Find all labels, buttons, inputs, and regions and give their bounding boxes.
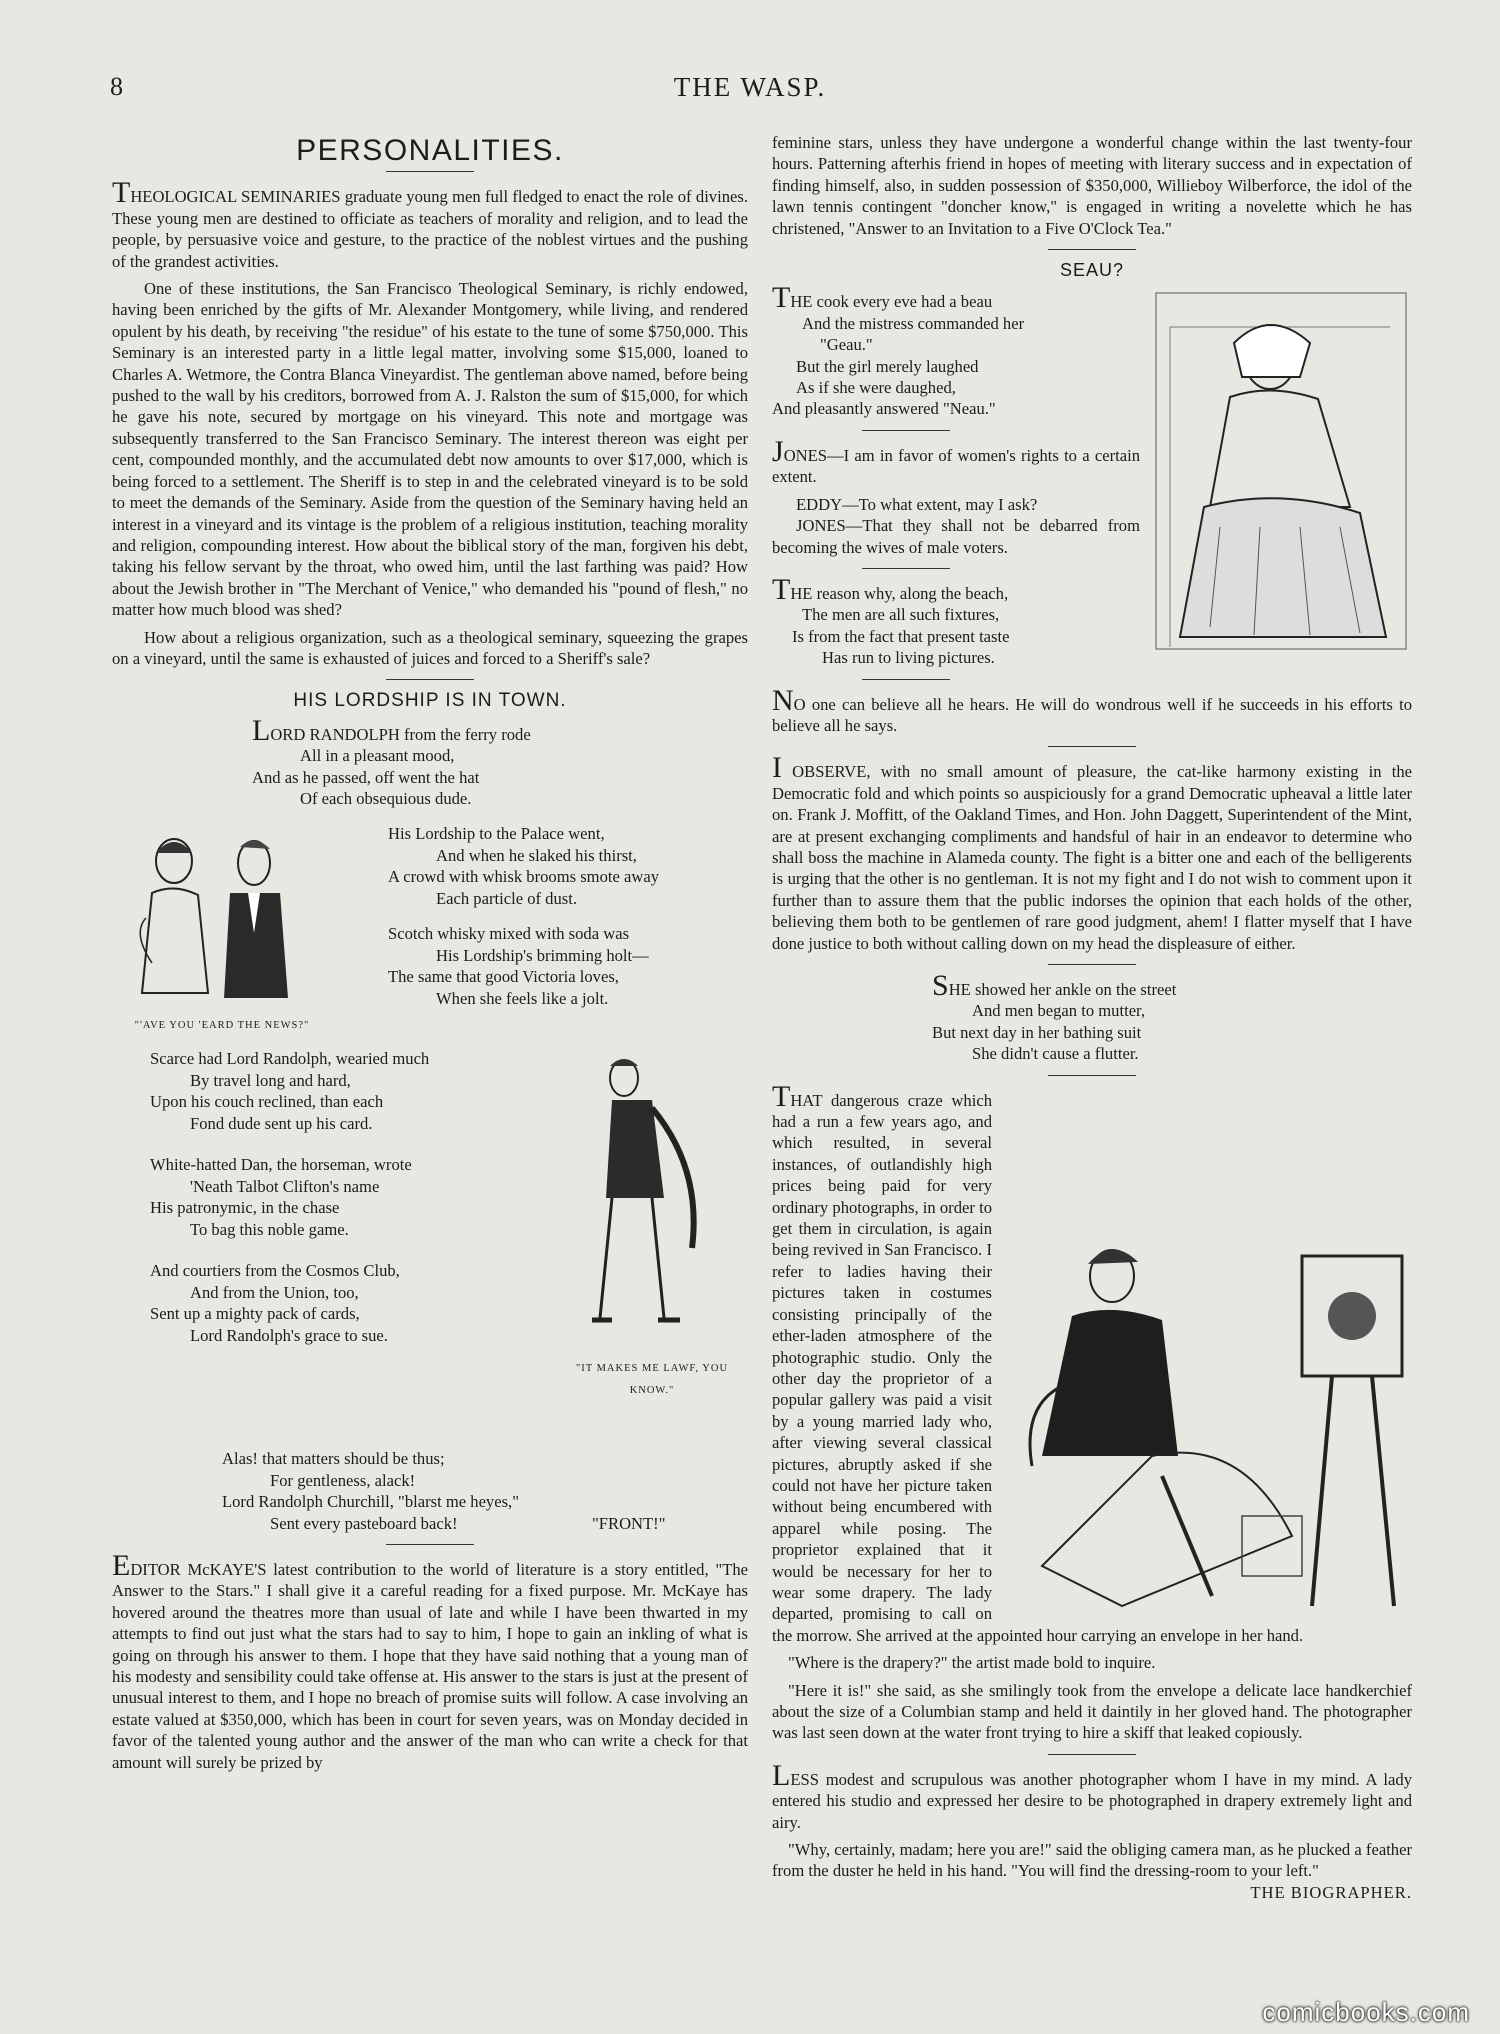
paragraph-mckaye: EDITOR McKAYE'S latest contribution to the world of literature is a story entitled, "The Answer to the Stars." I shall give it a careful reading for a fixed purpose. Mr. McKaye has hovered around the theatres more than usual of late and while I have been thwarted in my attempts to find out just what the stars had to say to him, I hope to gain an inkling of what is going on through his answer to them. I hope that they have said nothing that a young man of his modesty and sensibility could take offense at. His answer to the stars is just at the present of unusual interest to them, and I hope no breach of promise suits will follow. A case involving an estate valued at $350,000, which has been in court for seven years, was on Monday decided in favor of the talented young author and the answer of the man who can write a check for that amount will surely be prized by bbox=[112, 1549, 748, 1772]
poem-stanza-7 bbox=[222, 1448, 748, 1534]
poem-stanza-5 bbox=[150, 1154, 412, 1240]
poem-line: By travel long and hard, bbox=[190, 1070, 351, 1090]
masthead-title: THE WASP. bbox=[673, 72, 827, 102]
divider bbox=[1048, 746, 1136, 747]
divider bbox=[386, 1544, 474, 1545]
seau-heading: SEAU? bbox=[1059, 260, 1125, 281]
caption-lawf: "IT MAKES ME LAWF, YOU KNOW." bbox=[575, 1363, 729, 1396]
dude-illustration bbox=[552, 1048, 742, 1348]
paragraph-continued: feminine stars, unless they have undergone a wonderful change within the last twenty-four hours. Patterning afterhis friend in hopes of meeting with literary success and in expectation of finding himself, also, in sudden possession of $350,000, Willieboy Wilberforce, the idol of the lawn tennis contingent "doncher know," is engaged in writing a novelette which he has christened, "Answer to an Invitation to a Five O'Clock Tea." bbox=[772, 133, 1412, 238]
poem-line: For gentleness, alack! bbox=[270, 1470, 416, 1490]
paragraph-less-modest: LESS modest and scrupulous was another photographer whom I have in my mind. A lady entered his studio and expressed her desire to be photographed in drapery extremely light and airy. bbox=[772, 1758, 1412, 1832]
poem-line: But the girl merely laughed bbox=[796, 356, 979, 376]
poem-line: White-hatted Dan, the horseman, wrote bbox=[150, 1155, 412, 1175]
couple-illustration bbox=[112, 823, 312, 1013]
poem-line: The men are all such fixtures, bbox=[802, 605, 1000, 625]
mistress-illustration bbox=[1150, 287, 1412, 657]
poem-line: Each particle of dust. bbox=[436, 888, 577, 908]
divider bbox=[1048, 249, 1136, 250]
poem-line: And from the Union, too, bbox=[190, 1282, 359, 1302]
lady-photographer-illustration bbox=[1002, 1236, 1412, 1616]
signature: THE BIOGRAPHER. bbox=[1250, 1882, 1412, 1902]
lordship-heading: HIS LORDSHIP IS IN TOWN. bbox=[293, 690, 567, 712]
poem-line: Is from the fact that present taste bbox=[792, 626, 1010, 646]
divider bbox=[862, 679, 950, 680]
paragraph-observe: I OBSERVE, with no small amount of pleasure, the cat-like harmony existing in the Democratic fold and which points so auspiciously for a grand Democratic upheaval a little later on. Frank J. Moffitt, of the Oakland Times, and Hon. John Daggett, Superintendent of the Mint, are at present exchanging compliments and handsful of hair in an endeavor to determine who shall boss the machine in Alameda county. The fight is a bitter one and each of the belligerents is urging that the other is no gentleman. It is not my fight and I do not wish to comment upon it further than to assure them that the public indorses the opinion that each holds of the other, believing them both to be gentlemen of rare good judgment, ahem! I flatter myself that I have done justice to both without calling down on my head the displeasure of either. bbox=[772, 751, 1412, 953]
poem-line: His Lordship to the Palace went, bbox=[388, 824, 605, 844]
poem-line: She didn't cause a flutter. bbox=[972, 1044, 1139, 1064]
poem-line: SHE showed her ankle on the street bbox=[932, 969, 1177, 1002]
poem-line: His patronymic, in the chase bbox=[150, 1198, 340, 1218]
poem-line: His Lordship's brimming holt— bbox=[436, 945, 649, 965]
paragraph-religious-org: How about a religious organization, such as a theological seminary, squeezing the grapes on a vineyard, until the same is exhausted of juices and forced to a Sheriff's sale? bbox=[112, 627, 748, 668]
divider bbox=[386, 679, 474, 680]
page-number: 8 bbox=[110, 72, 123, 101]
poem-line: LORD RANDOLPH from the ferry rode bbox=[252, 713, 531, 747]
poem-line: And the mistress commanded her bbox=[802, 313, 1025, 333]
personalities-heading: PERSONALITIES. bbox=[296, 134, 564, 167]
paragraph-seminary-detail: One of these institutions, the San Francisco Theological Seminary, is richly endowed, having been enriched by the gifts of Mr. Alexander Montgomery, while living, and rendered opulent by his death, by receiving "the residue" of his estate to the tune of some $750,000. This Seminary is an interested party in a little legal matter, involving some $15,000, loaned to Charles A. Wetmore, the Contra Blanca Vineyardist. The gentleman above named, before being pushed to the wall by his creditors, borrowed from A. J. Ralston the sum of $15,000, for which he gave his note, secured by mortgage on his vineyard. This note and mortgage was subsequently transferred to the San Francisco Seminary. The interest thereon was eight per cent, compounded monthly, and the accumulated debt now amounts to over $17,000, which is being forced to a settlement. The Sheriff is to step in and the celebrated vineyard is to be sold to meet the demands of the Seminary. Aside from the question of the Seminary having held an interest in a vineyard and its vintage is the problem of a religious institution, teaching morality and religion, compounding interest. How about the biblical story of the man, forgiven his debt, taking his fellow servant by the throat, who owed him, until the last farthing was paid? How about the Jewish brother in "The Merchant of Venice," who demanded his "pound of flesh," no matter how much blood was shed? bbox=[112, 279, 748, 620]
poem-line: All in a pleasant mood, bbox=[300, 746, 455, 766]
paragraph-where: "Where is the drapery?" the artist made bold to inquire. bbox=[788, 1653, 1156, 1673]
poem-line: Sent every pasteboard back! bbox=[270, 1513, 458, 1533]
poem-line: And when he slaked his thirst, bbox=[436, 845, 637, 865]
divider bbox=[1048, 1075, 1136, 1076]
paragraph-craze: THAT dangerous craze which had a run a few years ago, and which resulted, in several instances, of outlandishly high prices being paid for very ordinary photographs, in order to get them in circulation, is again being revived in San Francisco. I refer to ladies having their pictures taken in costumes consisting principally of the ether-laden atmosphere of the photographic studio. Only the other day the proprietor of a popular gallery was paid a visit by a young married lady who, after viewing several classical pictures, abruptly asked if she could not have her picture taken without being encumbered with apparel while posing. The proprietor explained that it would be necessary for her to wear some drapery. The lady departed, promising to call on the morrow. She arrived at the appointed hour carrying an envelope in her hand. bbox=[772, 1079, 1304, 1645]
eddy-line: EDDY—To what extent, may I ask? bbox=[796, 494, 1038, 514]
illustration-block-1 bbox=[112, 823, 748, 1038]
poem-line: As if she were daughed, bbox=[796, 378, 956, 398]
seau-block bbox=[772, 281, 1412, 736]
poem-line: And courtiers from the Cosmos Club, bbox=[150, 1261, 400, 1281]
poem-line: Scotch whisky mixed with soda was bbox=[388, 924, 630, 944]
left-column bbox=[112, 132, 748, 1779]
watermark-logo: comicbooks.com bbox=[1262, 1997, 1470, 2027]
right-column bbox=[772, 132, 1412, 1903]
poem-line: The same that good Victoria loves, bbox=[388, 967, 619, 987]
poem-line: Alas! that matters should be thus; bbox=[222, 1449, 445, 1469]
poem-line: Of each obsequious dude. bbox=[300, 788, 472, 808]
divider bbox=[1048, 964, 1136, 965]
poem-line: To bag this noble game. bbox=[190, 1219, 349, 1239]
craze-block bbox=[772, 1079, 1412, 1744]
caption-news: "'AVE YOU 'EARD THE NEWS?" bbox=[134, 1020, 310, 1032]
paragraph-here: "Here it is!" she said, as she smilingly took from the envelope a delicate lace handkerchief about the size of a Columbian stamp and held it daintily in her gloved hand. The photographer was last seen down at the water front trying to hire a skiff that leaked copiously. bbox=[772, 1680, 1412, 1743]
poem-line: Sent up a mighty pack of cards, bbox=[150, 1304, 360, 1324]
poem-line: But next day in her bathing suit bbox=[932, 1022, 1142, 1042]
paragraph-seminaries: THEOLOGICAL SEMINARIES graduate young men full fledged to enact the role of divines. These young men are destined to officiate as teachers of morality and religion, and to lead the people, by persuasive voice and gesture, to the practice of the noblest virtues and the pushing of the grandest activities. bbox=[112, 176, 748, 271]
poem-stanza-6 bbox=[150, 1260, 400, 1346]
poem-line: And pleasantly answered "Neau." bbox=[772, 399, 996, 419]
divider bbox=[1048, 1754, 1136, 1755]
paragraph-why-certainly: "Why, certainly, madam; here you are!" said the obliging camera man, as he plucked a feather from the duster he held in his hand. "You will find the dressing-room to your left." bbox=[772, 1840, 1412, 1881]
poem-line: A crowd with whisk brooms smote away bbox=[388, 867, 660, 887]
poem-line: Fond dude sent up his card. bbox=[190, 1113, 373, 1133]
divider bbox=[862, 568, 950, 569]
poem-stanza-4 bbox=[150, 1048, 429, 1134]
poem-line: THE cook every eve had a beau bbox=[772, 281, 993, 315]
jones-line: JONES—I am in favor of women's rights to a certain extent. bbox=[772, 434, 1140, 487]
poem-line: Scarce had Lord Randolph, wearied much bbox=[150, 1049, 430, 1069]
poem-line: 'Neath Talbot Clifton's name bbox=[190, 1176, 380, 1196]
poem-line: THE reason why, along the beach, bbox=[772, 572, 1009, 606]
poem-line: Lord Randolph Churchill, "blarst me heyes," bbox=[222, 1492, 519, 1512]
poem-line: When she feels like a jolt. bbox=[436, 988, 609, 1008]
paragraph-believe: NO one can believe all he hears. He will do wondrous well if he succeeds in his efforts to believe all he says. bbox=[772, 683, 1412, 735]
poem-stanza-2 bbox=[388, 823, 659, 909]
poem-line: Has run to living pictures. bbox=[822, 648, 995, 668]
divider bbox=[862, 430, 950, 431]
illustration-block-2 bbox=[112, 1048, 748, 1448]
poem-line: "Geau." bbox=[820, 335, 873, 355]
poem-line: Lord Randolph's grace to sue. bbox=[190, 1325, 388, 1345]
poem-stanza-3 bbox=[388, 923, 649, 1009]
jones-reply: JONES—That they shall not be debarred from becoming the wives of male voters. bbox=[772, 516, 1140, 557]
poem-line: And men began to mutter, bbox=[972, 1001, 1146, 1021]
caption-front: "FRONT!" bbox=[592, 1513, 666, 1533]
poem-stanza-1 bbox=[252, 713, 748, 810]
poem-line: And as he passed, off went the hat bbox=[252, 767, 480, 787]
poem-line: Upon his couch reclined, than each bbox=[150, 1092, 384, 1112]
divider bbox=[386, 171, 474, 172]
ankle-poem bbox=[932, 969, 1412, 1065]
